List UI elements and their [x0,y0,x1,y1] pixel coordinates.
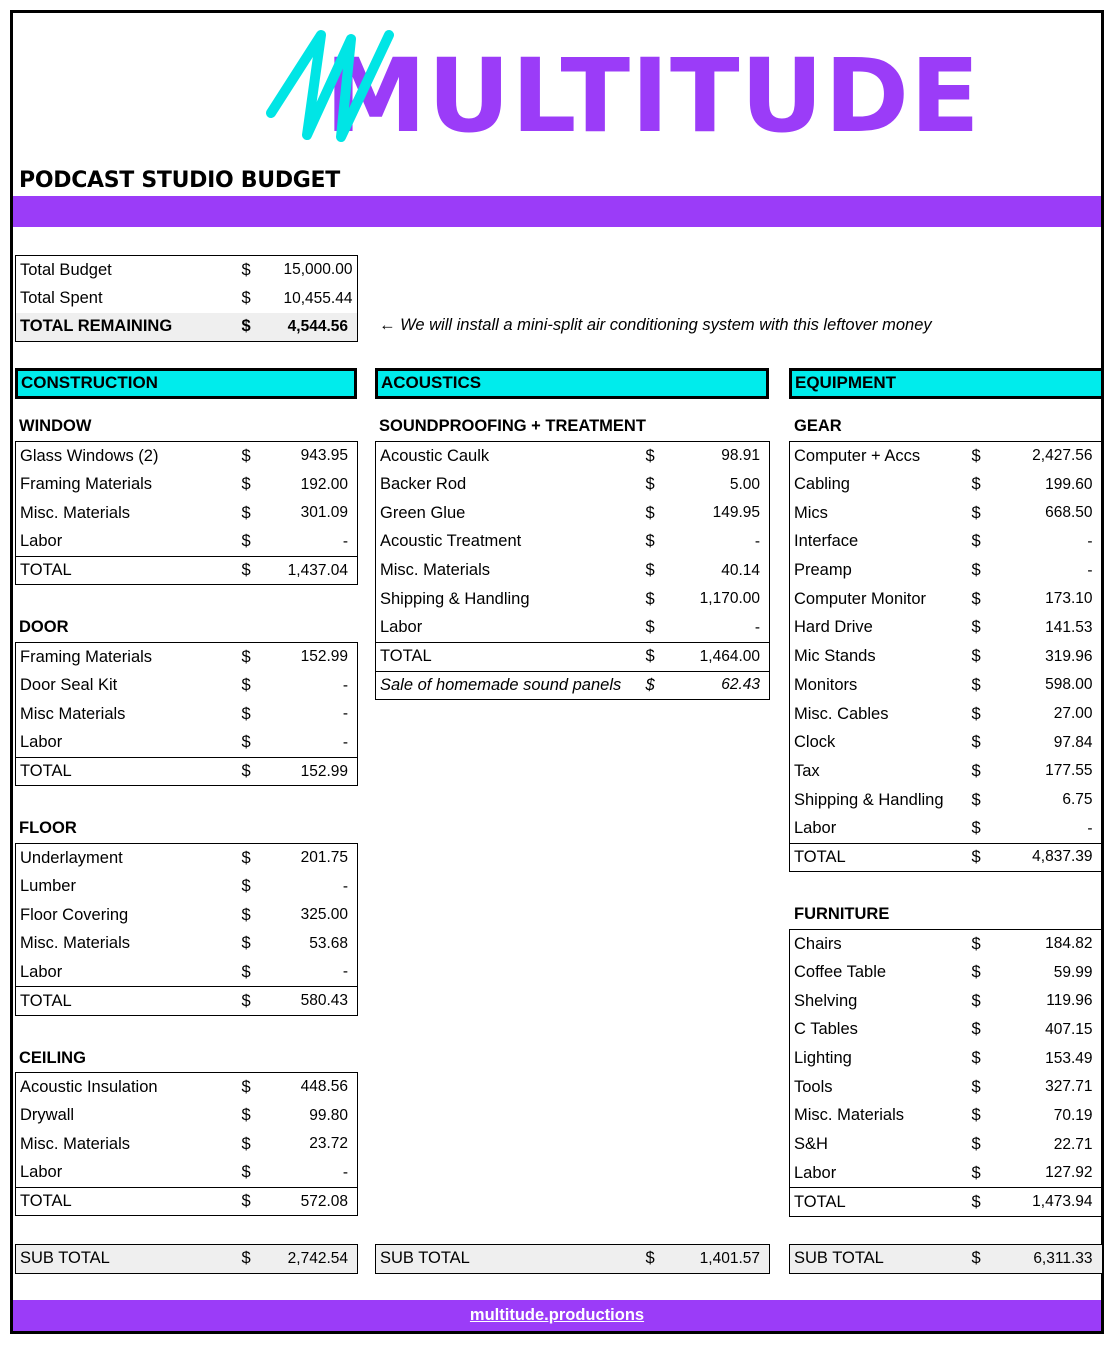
row-label: Glass Windows (2) [20,446,159,465]
line-item-row [790,470,1102,499]
subtotal-amount: 1,401.57 [699,1249,760,1267]
subtotal-amount: 2,742.54 [287,1249,348,1267]
line-item-row [16,844,358,873]
row-amount: 177.55 [1045,762,1093,780]
currency-sign: $ [645,1249,655,1268]
currency-sign: $ [241,962,251,981]
row-amount: 98.91 [721,447,760,465]
currency-sign: $ [971,1020,981,1039]
multitude-logo [263,25,981,156]
row-amount: 22.71 [1053,1135,1093,1153]
line-item-row [376,442,770,471]
total-row [16,757,358,786]
row-label: Cabling [794,475,850,494]
currency-sign: $ [241,532,251,551]
line-item-row [16,643,358,672]
line-item-row [790,1044,1102,1073]
furniture-table [789,929,1102,1217]
currency-sign: $ [971,790,981,809]
line-item-row [16,470,358,499]
row-label: Misc Materials [20,704,126,723]
subtotal-equipment [789,1244,1102,1274]
row-amount: 27.00 [1053,705,1093,723]
row-label: Clock [794,733,836,752]
row-label: Hard Drive [794,618,873,637]
total-row [790,1188,1102,1217]
line-item-row [376,556,770,585]
row-label: Tools [794,1077,833,1096]
currency-sign: $ [241,446,251,465]
currency-sign: $ [645,475,655,494]
row-label: Lumber [20,877,76,896]
currency-sign: $ [971,647,981,666]
row-label: Labor [20,1163,63,1182]
currency-sign: $ [971,1106,981,1125]
currency-sign: $ [971,589,981,608]
row-amount: 153.49 [1045,1049,1093,1067]
currency-sign: $ [971,618,981,637]
row-label: Shipping & Handling [794,790,944,809]
row-label: Acoustic Treatment [380,532,522,551]
line-item-row [376,585,770,614]
currency-sign: $ [971,991,981,1010]
row-amount: 943.95 [300,447,348,465]
row-amount: - [342,963,348,981]
row-amount: 448.56 [300,1078,348,1096]
currency-sign: $ [645,446,655,465]
row-amount: - [1087,819,1093,837]
line-item-row [790,700,1102,729]
line-item-row [790,1130,1102,1159]
line-item-row [790,958,1102,987]
currency-sign: $ [241,733,251,752]
row-amount: 1,464.00 [694,642,770,671]
line-item-row [16,1073,358,1102]
row-label: Labor [380,618,423,637]
row-label: Green Glue [380,503,466,522]
group-title-door: DOOR [19,618,69,636]
row-label: Mics [794,503,828,522]
currency-sign: $ [644,671,694,700]
row-amount: 4,837.39 [1024,843,1102,872]
line-item-row [376,614,770,643]
currency-sign: $ [971,733,981,752]
summary-row-total-budget [16,256,358,285]
currency-sign: $ [971,1049,981,1068]
row-label: Framing Materials [20,647,153,666]
line-item-row [16,499,358,528]
currency-sign: $ [241,676,251,695]
row-label: Labor [794,1163,837,1182]
subtotal-label: SUB TOTAL [20,1249,110,1268]
line-item-row [790,1102,1102,1131]
total-row [16,556,358,585]
row-amount: 199.60 [1045,475,1093,493]
row-label: Floor Covering [20,905,129,924]
currency-sign: $ [645,503,655,522]
page-title: PODCAST STUDIO BUDGET [19,168,340,193]
currency-sign: $ [645,532,655,551]
line-item-row [16,901,358,930]
row-label: Labor [20,532,63,551]
subtotal-label: SUB TOTAL [794,1249,884,1268]
currency-sign: $ [971,934,981,953]
currency-sign: $ [971,532,981,551]
total-row [790,843,1102,872]
footer-link[interactable]: multitude.productions [469,1306,645,1324]
currency-sign: $ [971,963,981,982]
row-amount: 184.82 [1045,935,1093,953]
line-item-row [790,1159,1102,1188]
line-item-row [16,1159,358,1188]
currency-sign: $ [971,704,981,723]
row-amount: 10,455.44 [283,289,353,307]
group-title-ceiling: CEILING [19,1049,86,1067]
currency-sign: $ [645,589,655,608]
row-label: Framing Materials [20,475,153,494]
row-label: Misc. Cables [794,704,889,723]
row-amount: 319.96 [1045,647,1093,665]
line-item-row [376,470,770,499]
subtotal-label: SUB TOTAL [380,1249,470,1268]
line-item-row [790,556,1102,585]
currency-sign: $ [645,618,655,637]
row-amount: 6.75 [1062,791,1093,809]
currency-sign: $ [971,761,981,780]
row-label: Shipping & Handling [380,589,530,608]
line-item-row [16,1130,358,1159]
row-amount: 1,170.00 [699,590,760,608]
row-amount: 580.43 [280,987,358,1016]
section-equipment: EQUIPMENT [789,368,1101,399]
line-item-row [790,814,1102,843]
total-row [16,987,358,1016]
row-amount: 152.99 [300,648,348,666]
currency-sign: $ [241,1249,251,1268]
row-label: Backer Rod [380,475,467,494]
row-label: S&H [794,1135,828,1154]
row-label: Interface [794,532,859,551]
window-table [15,441,358,585]
row-amount: 23.72 [309,1135,348,1153]
header-band [13,196,1101,227]
row-label: TOTAL [16,556,240,585]
row-amount: 325.00 [300,906,348,924]
line-item-row [790,614,1102,643]
row-amount: 97.84 [1053,733,1093,751]
row-label: Misc. Materials [20,503,131,522]
currency-sign: $ [971,503,981,522]
row-label: Labor [794,819,837,838]
line-item-row [16,930,358,959]
line-item-row [790,1073,1102,1102]
currency-sign: $ [970,1188,1024,1217]
row-amount: - [1087,532,1093,550]
line-item-row [790,528,1102,557]
row-label: TOTAL [16,757,240,786]
row-amount: 301.09 [300,504,348,522]
total-row [16,1187,358,1216]
group-title-soundproofing: SOUNDPROOFING + TREATMENT [379,417,646,435]
subtotal-acoustics [375,1244,770,1274]
subtotal-amount: 6,311.33 [1033,1249,1093,1267]
currency-sign: $ [240,987,280,1016]
row-label: Shelving [794,991,858,1010]
line-item-row [790,642,1102,671]
row-label: Misc. Materials [794,1106,905,1125]
line-item-row [16,1101,358,1130]
currency-sign: $ [241,1106,251,1125]
row-amount: - [342,877,348,895]
currency-sign: $ [241,647,251,666]
summary-row-total-spent [16,284,358,313]
row-amount: 192.00 [300,475,348,493]
row-label: Misc. Materials [20,1134,131,1153]
row-label: TOTAL [16,1187,240,1216]
currency-sign: $ [241,260,251,279]
row-amount: 668.50 [1045,504,1093,522]
row-amount: - [754,618,760,636]
row-amount: 59.99 [1053,963,1093,981]
line-item-row [16,729,358,758]
row-label: Preamp [794,561,852,580]
line-item-row [16,958,358,987]
line-item-row [790,499,1102,528]
row-amount: 40.14 [721,561,760,579]
group-title-window: WINDOW [19,417,92,435]
gear-table [789,441,1102,872]
row-label: Monitors [794,675,858,694]
line-item-row [16,442,358,471]
currency-sign: $ [240,556,280,585]
floor-table [15,843,358,1016]
logo-m-scribble-icon [263,25,413,153]
row-label: Acoustic Caulk [380,446,490,465]
row-amount: 1,437.04 [280,556,358,585]
currency-sign: $ [241,1163,251,1182]
row-amount: 173.10 [1045,590,1093,608]
currency-sign: $ [971,1249,981,1268]
remaining-note: ← We will install a mini-split air conditioning system with this leftover money [379,316,932,334]
soundproofing-table [375,441,770,700]
row-label: Mic Stands [794,647,876,666]
currency-sign: $ [971,475,981,494]
currency-sign: $ [241,934,251,953]
row-label: Misc. Materials [20,934,131,953]
group-title-furniture: FURNITURE [794,905,890,923]
line-item-row [790,930,1102,959]
row-amount: - [342,532,348,550]
row-amount: 127.92 [1045,1164,1093,1182]
row-label: Door Seal Kit [20,676,118,695]
row-amount: 62.43 [694,671,770,700]
row-amount: 15,000.00 [283,261,353,279]
line-item-row [790,585,1102,614]
line-item-row [376,499,770,528]
row-amount: 152.99 [280,757,358,786]
currency-sign: $ [971,675,981,694]
row-amount: 99.80 [309,1106,348,1124]
row-amount: - [342,733,348,751]
row-label: Sale of homemade sound panels [376,671,644,700]
summary-table [15,255,358,342]
currency-sign: $ [971,1077,981,1096]
budget-sheet [10,10,1104,1334]
section-construction: CONSTRUCTION [15,368,357,399]
row-label: Chairs [794,934,842,953]
row-amount: 5.00 [729,475,760,493]
currency-sign: $ [241,1077,251,1096]
currency-sign: $ [971,561,981,580]
group-title-floor: FLOOR [19,819,77,837]
currency-sign: $ [241,704,251,723]
line-item-row [790,987,1102,1016]
row-label: Computer + Accs [794,446,921,465]
row-amount: 70.19 [1053,1106,1093,1124]
currency-sign: $ [241,289,251,308]
row-amount: 407.15 [1045,1020,1093,1038]
row-label: Tax [794,761,820,780]
currency-sign: $ [240,313,280,342]
row-amount: - [342,705,348,723]
currency-sign: $ [971,819,981,838]
logo-wordmark: MULTITUDE [325,37,981,156]
row-label: TOTAL [16,987,240,1016]
line-item-row [790,1016,1102,1045]
line-item-row [376,671,770,700]
currency-sign: $ [241,905,251,924]
line-item-row [376,528,770,557]
row-label: C Tables [794,1020,858,1039]
row-amount: - [342,676,348,694]
row-label: TOTAL [790,843,970,872]
row-label: Computer Monitor [794,589,927,608]
currency-sign: $ [241,1134,251,1153]
currency-sign: $ [241,877,251,896]
currency-sign: $ [241,848,251,867]
row-amount: 598.00 [1045,676,1093,694]
door-table [15,642,358,786]
summary-row-total-remaining [16,313,358,342]
row-label: Total Spent [20,289,103,308]
line-item-row [16,700,358,729]
currency-sign: $ [241,475,251,494]
row-amount: - [342,1163,348,1181]
row-label: Acoustic Insulation [20,1077,158,1096]
row-amount: 327.71 [1045,1078,1093,1096]
row-amount: 572.08 [280,1187,358,1216]
group-title-gear: GEAR [794,417,842,435]
row-label: Total Budget [20,260,112,279]
subtotal-construction [15,1244,358,1274]
row-label: Drywall [20,1106,75,1125]
currency-sign: $ [645,561,655,580]
line-item-row [790,671,1102,700]
section-acoustics: ACOUSTICS [375,368,769,399]
total-row [376,642,770,671]
footer-band [13,1300,1101,1331]
currency-sign: $ [240,1187,280,1216]
row-amount: 119.96 [1046,992,1093,1010]
row-amount: 1,473.94 [1024,1188,1102,1217]
row-label: TOTAL [790,1188,970,1217]
currency-sign: $ [970,843,1024,872]
currency-sign: $ [644,642,694,671]
currency-sign: $ [971,1135,981,1154]
row-amount: 201.75 [300,849,348,867]
currency-sign: $ [971,1163,981,1182]
line-item-row [16,528,358,557]
row-amount: 4,544.56 [280,313,358,342]
row-label: TOTAL REMAINING [16,313,240,342]
row-label: TOTAL [376,642,644,671]
line-item-row [790,786,1102,815]
row-amount: 53.68 [309,934,348,952]
ceiling-table [15,1072,358,1216]
row-amount: 141.53 [1045,618,1093,636]
row-label: Coffee Table [794,963,887,982]
row-label: Underlayment [20,848,123,867]
row-amount: - [1087,561,1093,579]
currency-sign: $ [240,757,280,786]
row-label: Labor [20,962,63,981]
row-amount: 149.95 [712,504,760,522]
row-amount: 2,427.56 [1032,447,1093,465]
currency-sign: $ [971,446,981,465]
line-item-row [790,442,1102,471]
line-item-row [790,757,1102,786]
currency-sign: $ [241,503,251,522]
line-item-row [16,872,358,901]
row-label: Labor [20,733,63,752]
row-label: Misc. Materials [380,561,491,580]
line-item-row [16,671,358,700]
row-amount: - [754,532,760,550]
row-label: Lighting [794,1049,852,1068]
line-item-row [790,728,1102,757]
